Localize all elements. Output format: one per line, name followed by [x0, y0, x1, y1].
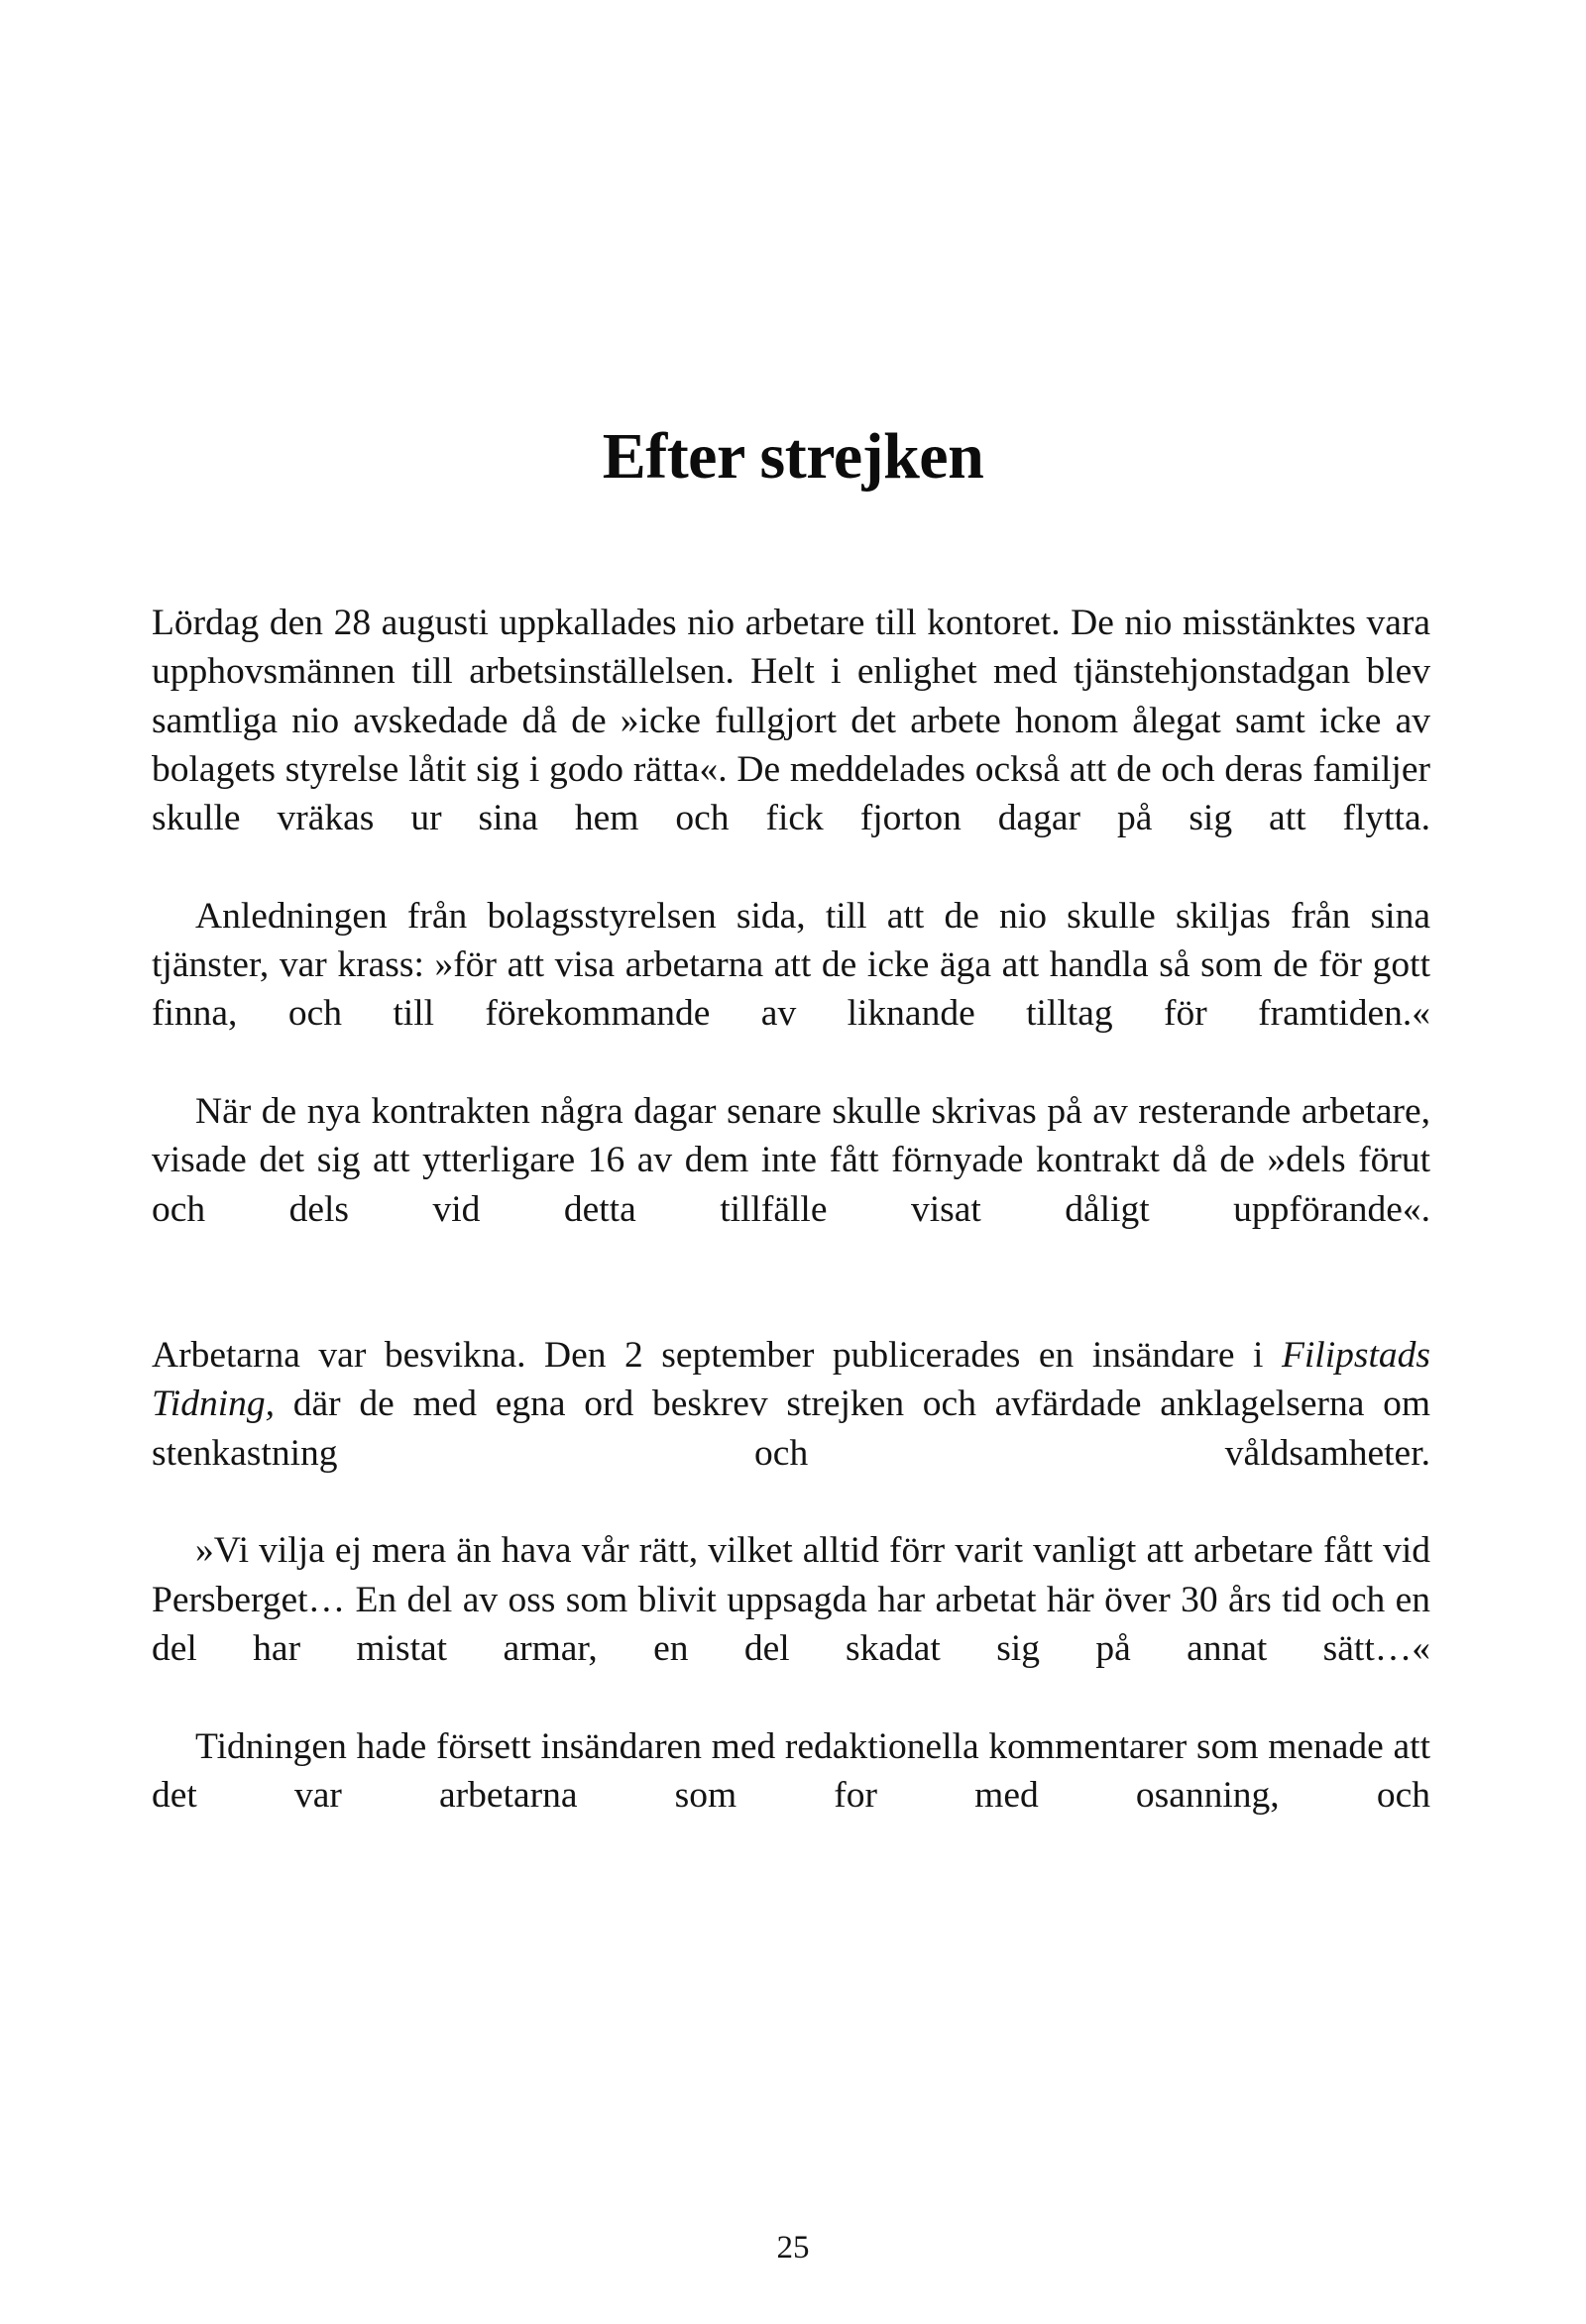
paragraph-4: [152, 1331, 1430, 1526]
paragraph-6: Tidningen hade försett insändaren med redaktionella kommentarer som menade att det var arbetarna som for med osanning, och: [152, 1725, 1430, 1816]
paragraph-5: »Vi vilja ej mera än hava vår rätt, vilket alltid förr varit vanligt att arbetare fått vid Persberget… En del av oss som blivit uppsagda har arbetat här över 30 års tid och en del har mistat armar, en del skadat sig på annat sätt…«: [152, 1530, 1430, 1669]
newspaper-title-italic: Filipstads Tidning,: [152, 1335, 1430, 1425]
paragraph-4-tail: där de med egna ord beskrev strejken och avfärdade anklagelserna om stenkastning och våldsamheter.: [152, 1383, 1430, 1474]
page-number: 25: [776, 2230, 810, 2266]
page-title: Efter strejken: [602, 420, 984, 494]
paragraph-4-lead: Arbetarna var besvikna. Den 2 september publicerades en insändare i: [152, 1335, 1282, 1377]
paragraph-3: När de nya kontrakten några dagar senare skulle skrivas på av resterande arbetare, visade det sig att ytterligare 16 av dem inte fått förnyade kontrakt då de »dels förut och dels vid detta tillfälle visat dåligt uppförande«.: [152, 1090, 1430, 1230]
paragraph-break-spacer: [152, 1282, 1430, 1331]
paragraph-2: Anledningen från bolagsstyrelsen sida, till att de nio skulle skiljas från sina tjänster, var krass: »för att visa arbetarna att de icke äga att handla så som de för gott finna, och till förekommande av liknande tilltag för framtiden.«: [152, 895, 1430, 1035]
body-text-column: [152, 599, 1430, 1868]
paragraph-1: Lördag den 28 augusti uppkallades nio arbetare till kontoret. De nio misstänktes vara upphovsmännen till arbetsinställelsen. Helt i enlighet med tjänstehjonstadgan blev samtliga nio avskedade då de »icke fullgjort det arbete honom ålegat samt icke av bolagets styrelse låtit sig i godo rätta«. De meddelades också att de och deras familjer skulle vräkas ur sina hem och fick fjorton dagar på sig att flytta.: [152, 603, 1430, 839]
